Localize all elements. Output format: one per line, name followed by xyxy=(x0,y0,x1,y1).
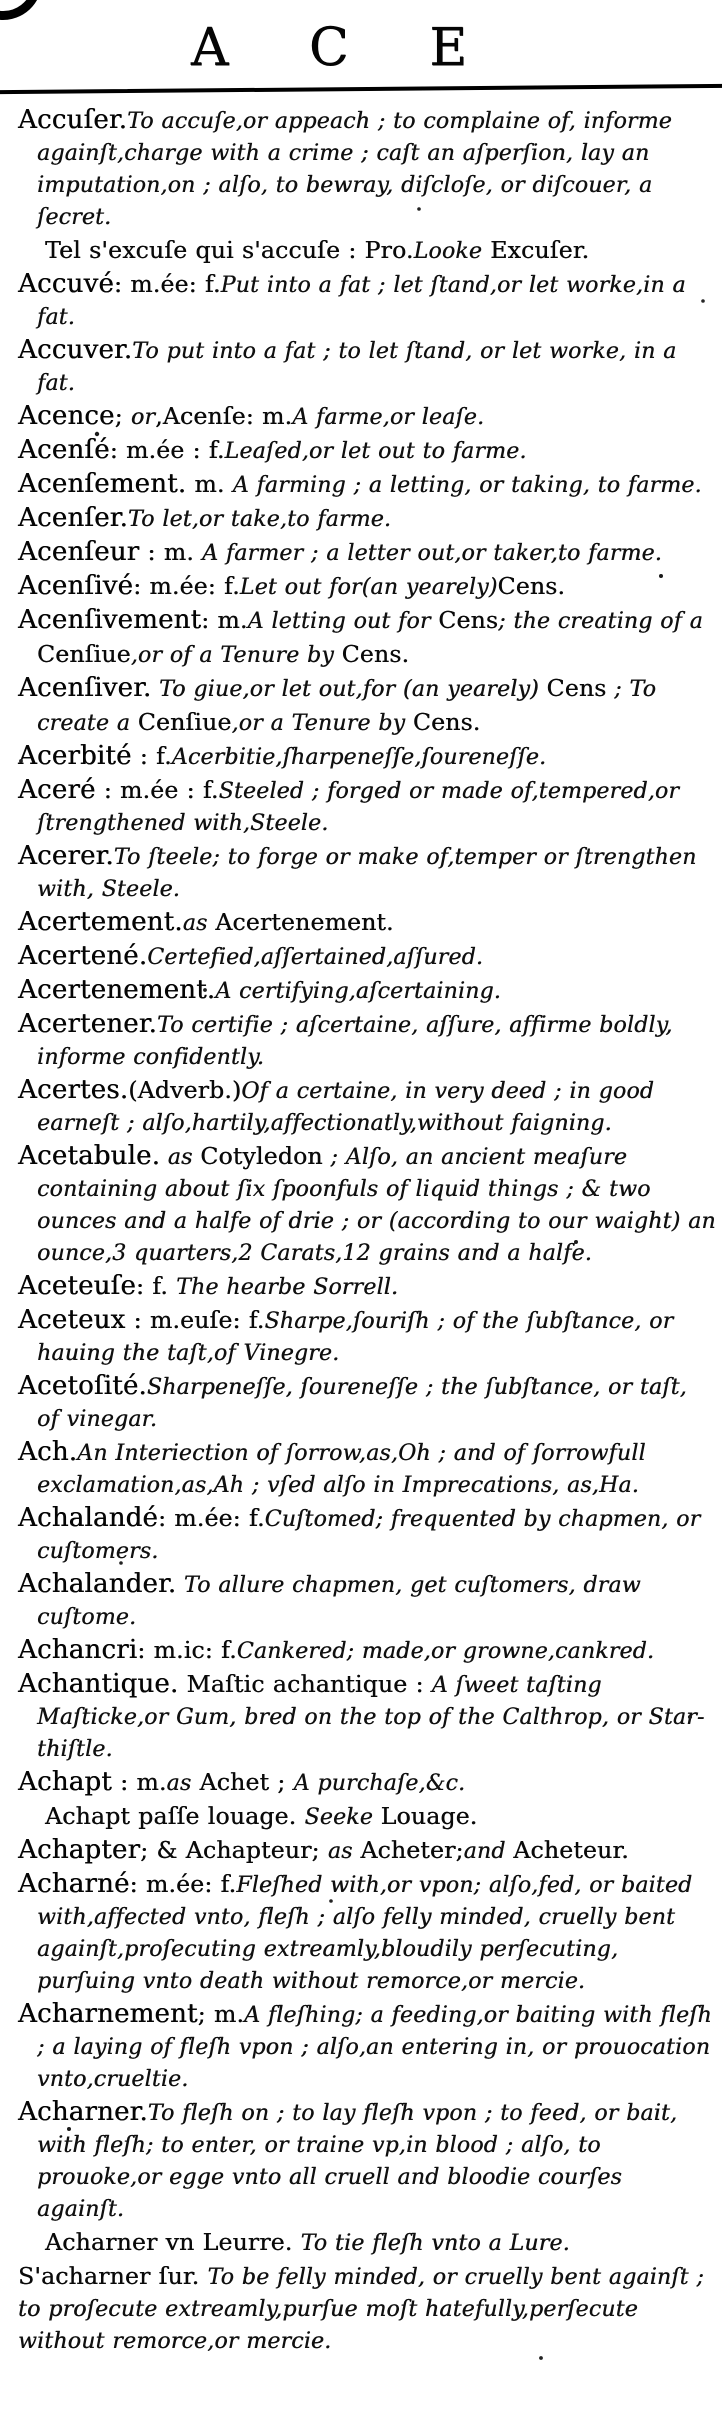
entry-roman-text: Excuſer. xyxy=(482,236,590,264)
entry-definition-text: An Interiection of ſorrow,as,Oh ; and of ſorrowfull exclamation,as,Ah ; vſed alſo in Imprecations, as,Ha. xyxy=(37,1441,646,1498)
entry-definition-text: To be felly minded, or cruelly bent againſt ; to proſecute extreamly,purſue moſt hatefully,perſecute without remorce,or mercie. xyxy=(18,2265,704,2354)
dictionary-entry xyxy=(18,400,716,434)
entry-definition-text: Let out for(an yearely) xyxy=(239,575,498,600)
entry-roman-text: S'acharner ſur. xyxy=(18,2262,208,2290)
entry-headword: Acenſement. xyxy=(18,469,187,499)
entry-definition-text: A ſweet taſting Maſticke,or Gum, bred on the top of the Calthrop, or Star-thiſtle. xyxy=(37,1673,705,1762)
entry-definition-text: ,or a Tenure by xyxy=(231,711,413,736)
dictionary-entry xyxy=(18,1008,716,1074)
entry-roman-text: Cenſiue xyxy=(37,640,131,668)
entry-headword: Achapter xyxy=(18,1835,141,1865)
entry-roman-text: Cens. xyxy=(412,708,481,736)
entry-roman-text: Louage. xyxy=(380,1802,478,1830)
entry-roman-text: Acharner vn Leurre. xyxy=(45,2228,301,2256)
entry-headword: Acenſiver. xyxy=(18,673,152,703)
dictionary-entry xyxy=(18,1436,716,1502)
entry-definition-text: To certifie ; aſcertaine, aſſure, affirme boldly, informe confidently. xyxy=(37,1013,673,1070)
entry-roman-text: Achapt paſſe louage. xyxy=(45,1802,305,1830)
entry-definition-text: and xyxy=(463,1839,514,1864)
entry-roman-text: Cens. xyxy=(497,572,566,600)
entry-definition-text: Looke xyxy=(413,239,483,264)
dictionary-entry xyxy=(18,434,716,468)
dictionary-entry xyxy=(18,774,716,840)
dictionary-entry xyxy=(18,740,716,774)
entry-headword: Acharnement xyxy=(18,1999,198,2029)
entry-definition-text: To allure chapmen, get cuſtomers, draw cuſtome. xyxy=(37,1573,641,1630)
entry-roman-text: Maſtic achantique : xyxy=(178,1670,432,1698)
entry-headword: Acertenement. xyxy=(18,975,216,1005)
dictionary-entry xyxy=(18,1634,716,1668)
entry-headword: Achalandé xyxy=(18,1503,158,1533)
entry-definition-text: A fleſhing; a feeding,or baiting with fleſh ; a laying of fleſh vpon ; alſo,an entering in, or prouocation vnto,crueltie. xyxy=(37,2003,712,2092)
entry-headword: Accuſer. xyxy=(18,105,128,135)
entry-definition-text: Cankered; made,or growne,cankred. xyxy=(236,1639,655,1664)
entry-roman-text: Acheter; xyxy=(360,1836,464,1864)
entry-definition-text: as xyxy=(166,1771,192,1796)
dictionary-entry xyxy=(18,2260,716,2358)
entry-roman-text: ; xyxy=(114,402,131,430)
scan-noise-specks xyxy=(0,0,2,2)
entry-headword: Aceteux xyxy=(18,1305,126,1335)
entry-roman-text: : m.ée : f. xyxy=(95,776,219,804)
entry-roman-text: Tel s'excuſe qui s'accuſe : Pro. xyxy=(45,236,414,264)
entry-headword: Achalander. xyxy=(18,1569,177,1599)
page-header: A C E xyxy=(190,18,500,78)
entry-roman-text: : f. xyxy=(135,1272,177,1300)
dictionary-entry xyxy=(45,234,716,268)
entry-headword: Acenſé xyxy=(18,435,110,465)
entry-definition-text: The hearbe Sorrell. xyxy=(176,1275,399,1300)
entry-headword: Aceré xyxy=(18,775,96,805)
dictionary-entry xyxy=(45,2226,716,2260)
entry-definition-text: Certefied,aſſertained,aſſured. xyxy=(147,945,484,970)
dictionary-entry xyxy=(18,1074,716,1140)
dictionary-entry xyxy=(18,1766,716,1800)
entry-headword: Acence xyxy=(18,401,115,431)
entry-definition-text: Leaſed,or let out to farme. xyxy=(224,439,527,464)
entry-headword: Acenſeur xyxy=(18,537,140,567)
entry-definition-text: To tie fleſh vnto a Lure. xyxy=(300,2231,570,2256)
dictionary-entry xyxy=(18,1834,716,1868)
entry-roman-text: : m.ée: f. xyxy=(129,1870,237,1898)
entry-definition-text: A letting out for xyxy=(247,609,439,634)
dictionary-entry xyxy=(18,1668,716,1766)
entry-roman-text: : m.euſe: f. xyxy=(125,1306,265,1334)
entry-headword: Acertement. xyxy=(18,907,183,937)
entry-roman-text: Achet ; xyxy=(191,1768,294,1796)
dictionary-entry xyxy=(18,672,716,740)
entry-definition-text: Sharpe,ſouriſh ; of the ſubſtance, or hauing the taſt,of Vinegre. xyxy=(37,1309,674,1366)
entry-roman-text: : m.ée: f. xyxy=(133,572,240,600)
entry-headword: Achantique. xyxy=(18,1669,179,1699)
entry-definition-text: A certifying,aſcertaining. xyxy=(215,979,501,1004)
entry-headword: Acerbité xyxy=(18,741,132,771)
dictionary-entry xyxy=(18,906,716,940)
dictionary-entries xyxy=(18,104,716,2358)
entry-definition-text: Put into a fat ; let ſtand,or let worke,in a fat. xyxy=(37,273,686,330)
entry-definition-text: Cuſtomed; frequented by chapmen, or cuſtomers. xyxy=(37,1507,701,1564)
entry-roman-text: ; & Achapteur; xyxy=(140,1836,328,1864)
entry-definition-text: To giue,or let out,for (an yearely) xyxy=(151,677,547,702)
entry-definition-text: ; Alſo, an ancient meaſure containing about ſix ſpoonfuls of liquid things ; & two ounces and a halfe of drie ; or (according to our waight) an ounce,3 quarters,2 Carats,12 grains and a halfe. xyxy=(37,1145,716,1266)
dictionary-entry xyxy=(18,1270,716,1304)
entry-headword: Acharné xyxy=(18,1869,130,1899)
dictionary-entry xyxy=(18,502,716,536)
header-divider-rule xyxy=(0,84,722,94)
dictionary-entry xyxy=(18,334,716,400)
entry-headword: Accuver. xyxy=(18,335,133,365)
entry-definition-text: as xyxy=(327,1839,361,1864)
entry-definition-text: ; the creating of a xyxy=(498,609,703,634)
entry-roman-text: Cenſiue xyxy=(137,708,232,736)
entry-roman-text: : m. xyxy=(111,1768,167,1796)
entry-headword: Aceteuſe xyxy=(18,1271,136,1301)
entry-definition-text: Steeled ; forged or made of,tempered,or ſtrengthened with,Steele. xyxy=(37,779,680,836)
entry-definition-text: as xyxy=(160,1145,201,1170)
entry-definition-text: To fleſh on ; to lay fleſh vpon ; to feed, or bait, with fleſh; to enter, or traine vp,in blood ; alſo, to prouoke,or egge vnto all cruell and bloodie courſes againſt. xyxy=(37,2101,678,2222)
dictionary-entry xyxy=(18,2096,716,2226)
entry-headword: Accuvé xyxy=(18,269,114,299)
entry-headword: Acertené. xyxy=(18,941,148,971)
entry-roman-text: : f. xyxy=(131,742,172,770)
dictionary-entry xyxy=(18,536,716,570)
entry-roman-text: ; m. xyxy=(197,2000,245,2028)
entry-definition-text: as xyxy=(182,911,216,936)
entry-roman-text: ,Acenſe: m. xyxy=(155,402,293,430)
entry-roman-text: : m. xyxy=(139,538,203,566)
entry-definition-text: ; To create a xyxy=(37,677,657,736)
entry-definition-text: To let,or take,to farme. xyxy=(127,507,392,532)
dictionary-entry xyxy=(18,1502,716,1568)
entry-roman-text: Cotyledon xyxy=(200,1142,323,1170)
entry-headword: Acertener. xyxy=(18,1009,157,1039)
entry-roman-text: m. xyxy=(186,470,233,498)
entry-headword: Acerer. xyxy=(18,841,114,871)
entry-roman-text: Acheteur. xyxy=(513,1836,629,1864)
entry-definition-text: A farming ; a letting, or taking, to farme. xyxy=(232,473,702,498)
dictionary-entry xyxy=(18,1304,716,1370)
dictionary-entry xyxy=(18,104,716,234)
dictionary-entry xyxy=(18,468,716,502)
entry-headword: Achapt xyxy=(18,1767,112,1797)
entry-definition-text: To accuſe,or appeach ; to complaine of, informe againſt,charge with a crime ; caſt an aſperſion, lay an imputation,on ; alſo, to bewray, diſcloſe, or diſcouer, a ſecret. xyxy=(37,109,672,230)
entry-roman-text: : m.ic: f. xyxy=(137,1636,237,1664)
entry-definition-text: ,or of a Tenure by xyxy=(130,643,342,668)
dictionary-entry xyxy=(18,1998,716,2096)
entry-definition-text: Of a certaine, in very deed ; in good earneſt ; alſo,hartily,affectionatly,without faigning. xyxy=(37,1079,655,1136)
dictionary-entry xyxy=(18,570,716,604)
entry-headword: Acharner. xyxy=(18,2097,148,2127)
entry-headword: Ach. xyxy=(18,1437,78,1467)
dictionary-entry xyxy=(18,604,716,672)
dictionary-entry xyxy=(18,940,716,974)
entry-definition-text: A farmer ; a letter out,or taker,to farme. xyxy=(202,541,662,566)
entry-headword: Acenſivé xyxy=(18,571,134,601)
dictionary-entry xyxy=(18,974,716,1008)
dictionary-entry xyxy=(18,1140,716,1270)
entry-definition-text: Sharpeneſſe, ſoureneſſe ; the ſubſtance, or taſt, of vinegar. xyxy=(37,1375,687,1432)
dictionary-entry xyxy=(18,1370,716,1436)
entry-roman-text: : m.ée: f. xyxy=(113,270,221,298)
entry-definition-text: or xyxy=(130,405,156,430)
entry-roman-text: (Adverb.) xyxy=(128,1076,242,1104)
entry-headword: Acetabule. xyxy=(18,1141,161,1171)
entry-roman-text: : m. xyxy=(201,606,248,634)
dictionary-entry xyxy=(18,1568,716,1634)
entry-headword: Acertes. xyxy=(18,1075,129,1105)
dictionary-entry xyxy=(18,840,716,906)
entry-headword: Acenſivement xyxy=(18,605,202,635)
entry-roman-text: : m.ée : f. xyxy=(109,436,225,464)
entry-headword: Achancri xyxy=(18,1635,138,1665)
entry-roman-text: Cens. xyxy=(341,640,410,668)
entry-headword: Acetoſité. xyxy=(18,1371,147,1401)
dictionary-entry xyxy=(45,1800,716,1834)
entry-definition-text: A farme,or leaſe. xyxy=(292,405,485,430)
entry-definition-text: To ſteele; to forge or make of,temper or ſtrengthen with, Steele. xyxy=(37,845,697,902)
entry-roman-text: Cens xyxy=(546,674,607,702)
entry-roman-text: : m.ée: f. xyxy=(157,1504,265,1532)
entry-definition-text: To put into a fat ; to let ſtand, or let worke, in a fat. xyxy=(37,339,677,396)
entry-definition-text: A purchaſe,&c. xyxy=(293,1771,466,1796)
entry-headword: Acenſer. xyxy=(18,503,128,533)
entry-definition-text: Seeke xyxy=(304,1805,381,1830)
entry-roman-text: Acertenement. xyxy=(215,908,394,936)
dictionary-entry xyxy=(18,268,716,334)
entry-definition-text: Fleſhed with,or vpon; alſo,fed, or baited with,affected vnto, fleſh ; alſo felly minded, cruelly bent againſt,proſecuting extreamly,bloudily perſecuting, purſuing vnto death without remorce,or mercie. xyxy=(37,1873,693,1994)
entry-definition-text: Acerbitie,ſharpeneſſe,ſoureneſſe. xyxy=(171,745,547,770)
dictionary-entry xyxy=(18,1868,716,1998)
entry-roman-text: Cens xyxy=(438,606,499,634)
